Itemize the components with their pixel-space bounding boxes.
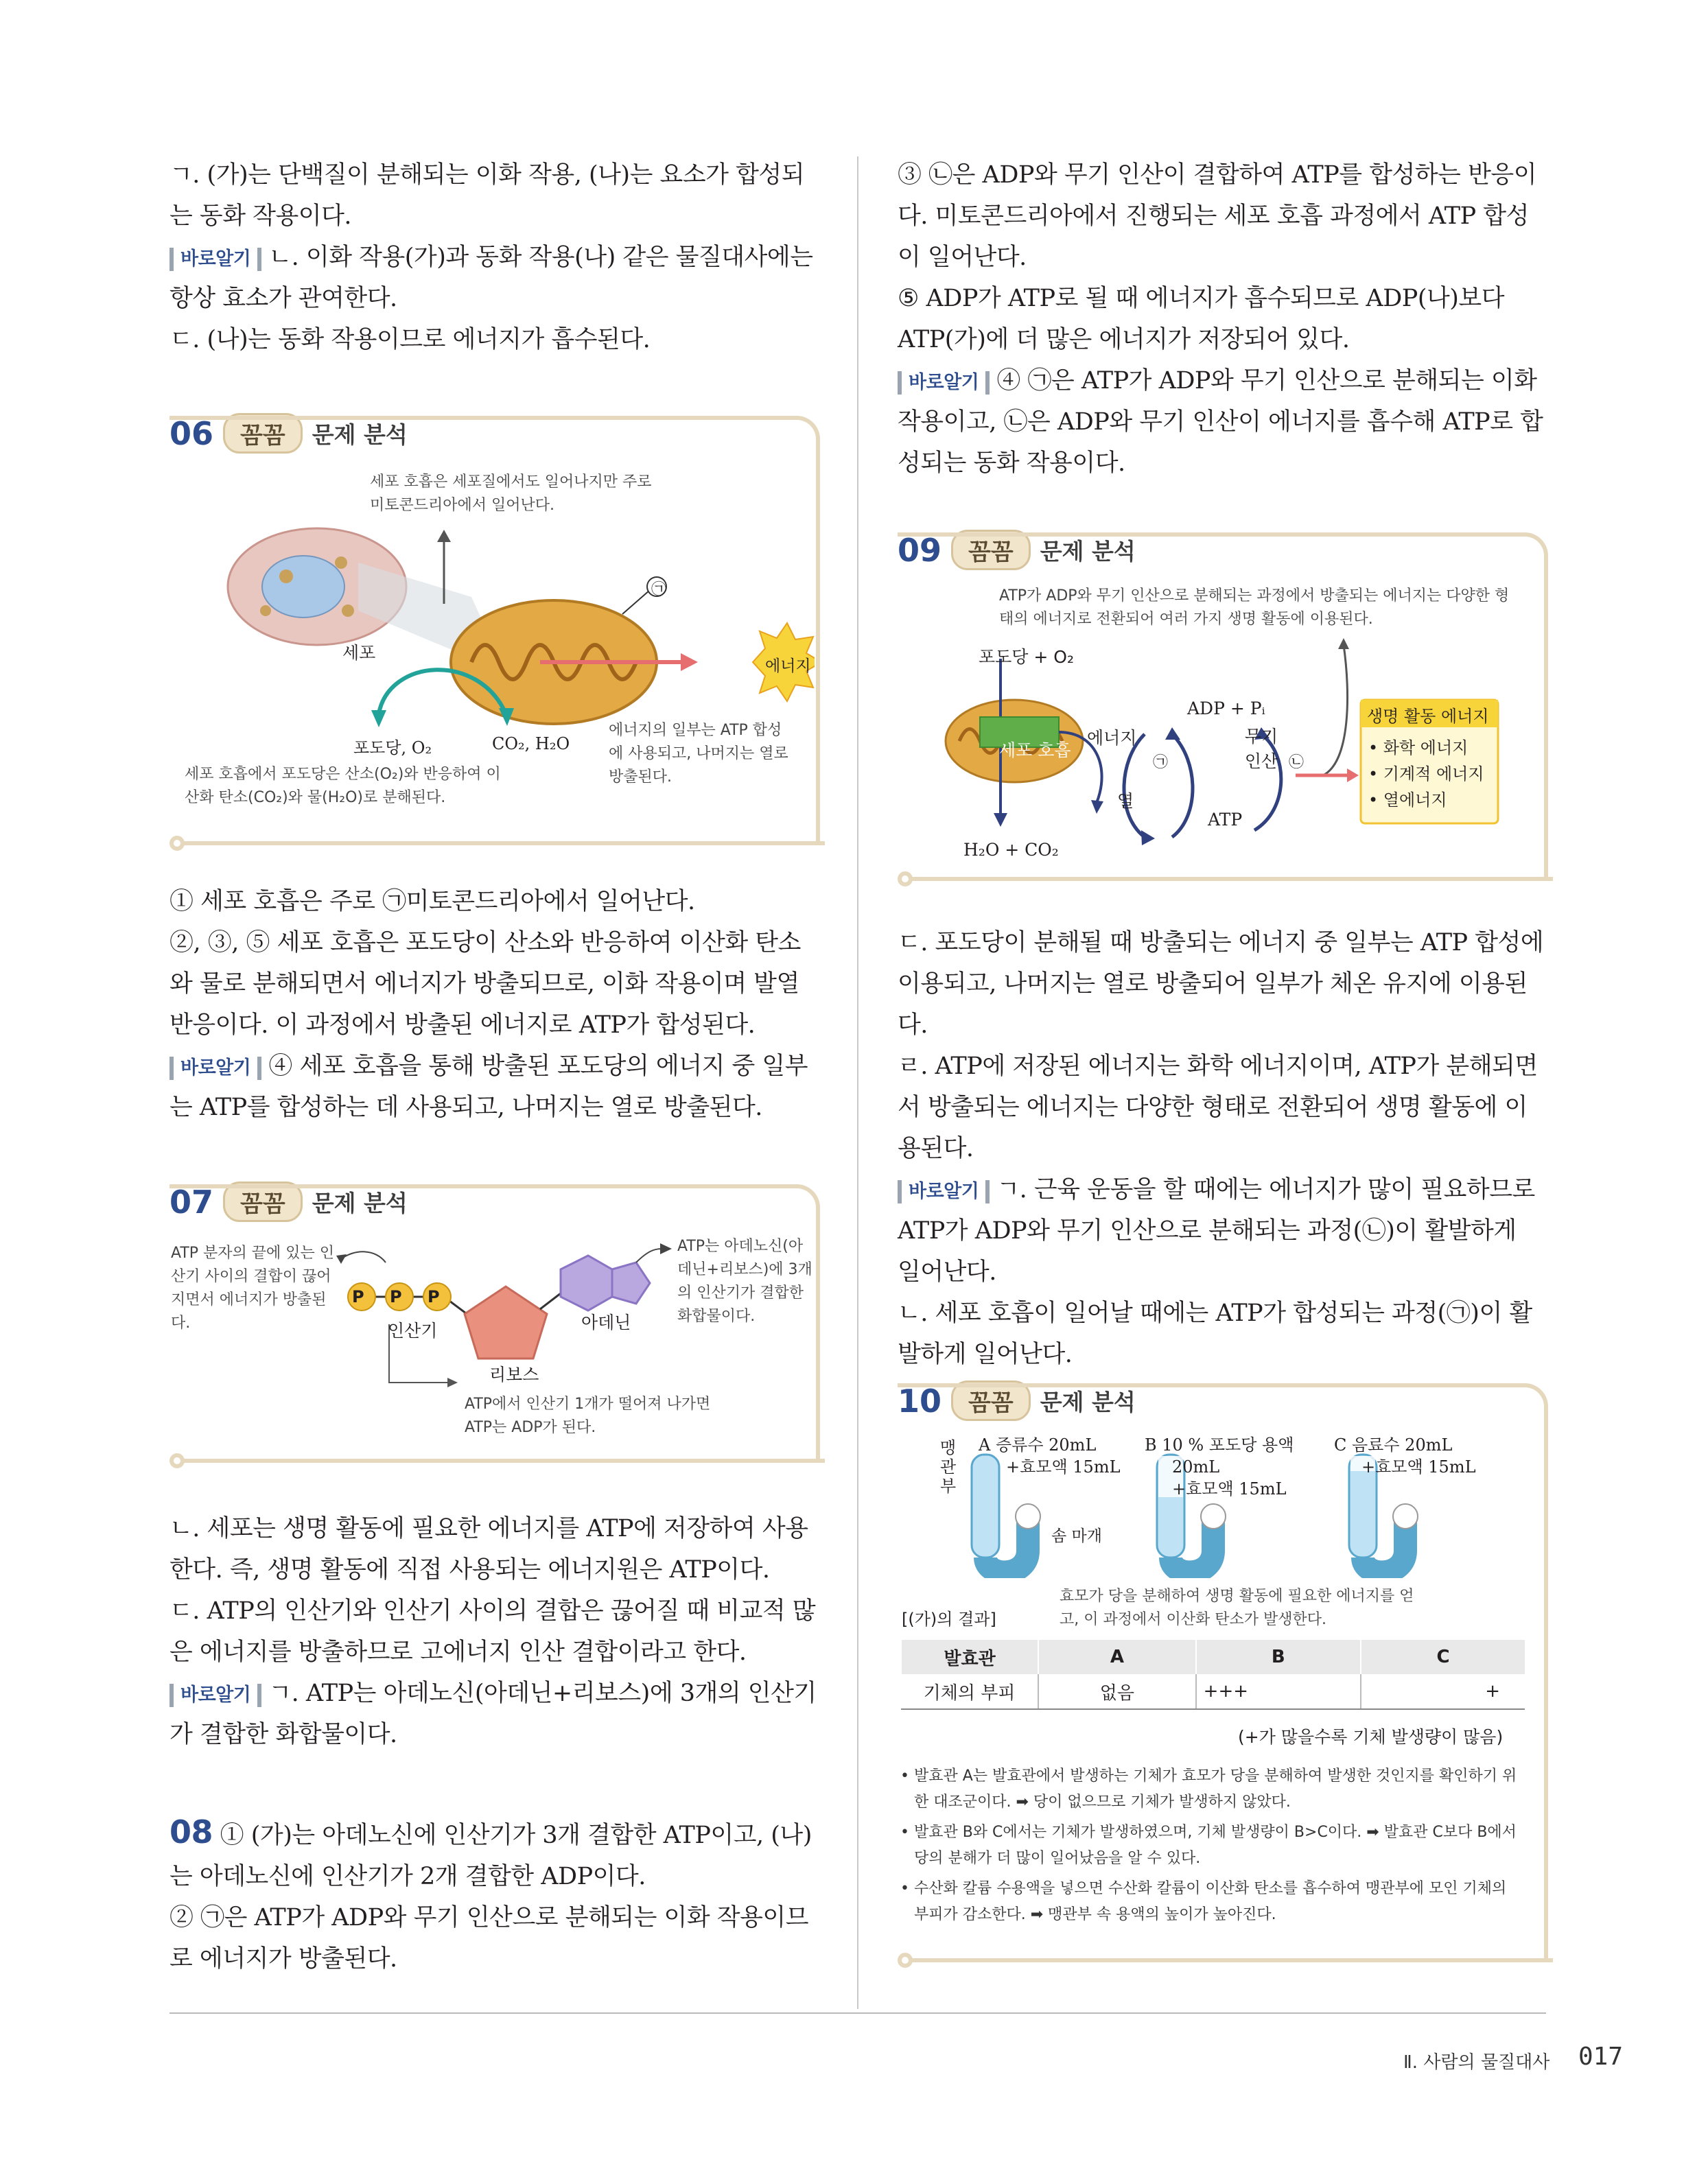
analysis-bullets (900, 1763, 1525, 1932)
box-corner-dot (898, 871, 913, 886)
ribose-pentagon (465, 1286, 547, 1359)
table-row (901, 1674, 1525, 1709)
answer-05-digeut: ㄷ. (나)는 동화 작용이므로 에너지가 흡수된다. (169, 326, 651, 353)
question-number: 06 (169, 414, 214, 452)
answer-08-p3: ③ ㉡은 ADP와 무기 인산이 결합하여 ATP를 합성하는 반응이다. 미토콘드리아에서 진행되는 세포 호흡 과정에서 ATP 합성이 일어난다. (898, 161, 1537, 271)
label-glucose-o2: 포도당 + O₂ (979, 647, 1074, 667)
phosphate-label-3: P (428, 1287, 440, 1306)
answer-05-correction: 바로알기 ㄴ. 이화 작용(가)과 동화 작용(나) 같은 물질대사에는 항상 효소가 관여한다. (169, 244, 813, 312)
label-co2-h2o: CO₂, H₂O (492, 734, 570, 753)
answer-06-correction: 바로알기 ④ 세포 호흡을 통해 방출된 포도당의 에너지 중 일부는 ATP를 합성하는 데 사용되고, 나머지는 열로 방출된다. (169, 1053, 808, 1121)
label-giyeok: ㉠ (1153, 754, 1169, 771)
table-header-row (901, 1640, 1525, 1674)
question-number: 10 (898, 1382, 942, 1420)
correction-tag: 바로알기 (898, 371, 990, 395)
label-respiration: 세포 호흡 (999, 740, 1071, 760)
answer-07-correction: 바로알기 ㄱ. ATP는 아데노신(아데닌+리보스)에 3개의 인산기가 결합한 화합물이다. (169, 1680, 817, 1748)
table-header: A (1038, 1640, 1196, 1674)
table-cell: +++ (1196, 1674, 1361, 1709)
note-right: 에너지의 일부는 ATP 합성에 사용되고, 나머지는 열로 방출된다. (609, 722, 788, 786)
table-cell: + (1361, 1674, 1525, 1709)
note-top: ATP가 ADP와 무기 인산으로 분해되는 과정에서 방출되는 에너지는 다양한 형태의 에너지로 전환되어 여러 가지 생명 활동에 이용된다. (999, 587, 1510, 628)
box-bottom-line (911, 1958, 1553, 1962)
phosphate-label-2: P (390, 1287, 402, 1306)
box-corner-dot (169, 1453, 185, 1468)
list-item: • 발효관 A는 발효관에서 발생하는 기체가 효모가 당을 분해하여 발생한 것인지를 확인하기 위한 대조군이다. ➡ 당이 없으므로 기체가 발생하지 않았다. (900, 1767, 1517, 1811)
table-row-label: 기체의 부피 (901, 1674, 1038, 1709)
life-energy-title: 생명 활동 에너지 (1367, 707, 1489, 726)
kkomkkom-badge: 꼼꼼 (223, 1182, 303, 1222)
list-item: • 수산화 칼륨 수용액을 넣으면 수산화 칼륨이 이산화 탄소를 흡수하여 맹관부에 모인 기체의 부피가 감소한다. ➡ 맹관부 속 용액의 높이가 높아진다. (900, 1880, 1507, 1923)
answer-07-nieun: ㄴ. 세포는 생명 활동에 필요한 에너지를 ATP에 저장하여 사용한다. 즉, 생명 활동에 직접 사용되는 에너지원은 ATP이다. (169, 1515, 808, 1584)
phosphate-label-1: P (352, 1287, 364, 1306)
answer-08-continued (898, 154, 1546, 484)
analysis-title: 문제 분석 (1040, 1389, 1136, 1415)
footer-rule (169, 2012, 1546, 2014)
kkomkkom-badge: 꼼꼼 (223, 413, 303, 454)
kkomkkom-badge: 꼼꼼 (951, 1380, 1031, 1421)
correction-tag: 바로알기 (169, 248, 261, 271)
box-corner-dot (169, 836, 185, 851)
answer-09-nieun: ㄴ. 세포 호흡이 일어날 때에는 ATP가 합성되는 과정(㉠)이 활발하게 일어난다. (898, 1300, 1532, 1368)
answer-09-correction: 바로알기 ㄱ. 근육 운동을 할 때에는 에너지가 많이 필요하므로 ATP가 ADP와 무기 인산으로 분해되는 과정(㉡)이 활발하게 일어난다. (898, 1176, 1535, 1286)
question-number: 09 (898, 531, 942, 569)
answer-08-p2: ② ㉠은 ATP가 ADP와 무기 인산으로 분해되는 이화 작용이므로 에너지가 방출된다. (169, 1904, 809, 1973)
table-header: B (1196, 1640, 1361, 1674)
life-energy-item: • 기계적 에너지 (1368, 764, 1484, 784)
label-nieun: ㉡ (1289, 754, 1305, 771)
answer-08-p1: 08 ① (가)는 아데노신에 인산기가 3개 결합한 ATP이고, (나)는 아데노신에 인산기가 2개 결합한 ADP이다. (169, 1813, 812, 1890)
question-number: 08 (169, 1813, 213, 1850)
note-yeast: 효모가 당을 분해하여 생명 활동에 필요한 에너지를 얻고, 이 과정에서 이산화 탄소가 발생한다. (1060, 1588, 1414, 1628)
note-bottom: ATP에서 인산기 1개가 떨어져 나가면 ATP는 ADP가 된다. (465, 1396, 711, 1436)
label-adenine: 아데닌 (581, 1313, 631, 1332)
table-legend: (+가 많을수록 기체 발생량이 많음) (1238, 1727, 1504, 1747)
analysis-title: 문제 분석 (312, 421, 408, 448)
list-item: • 발효관 B와 C에서는 기체가 발생하였으며, 기체 발생량이 B>C이다. ➡ 발효관 C보다 B에서 당의 분해가 더 많이 일어났음을 알 수 있다. (900, 1824, 1517, 1867)
result-title: [(가)의 결과] (902, 1610, 996, 1629)
answer-08-p5: ⑤ ADP가 ATP로 될 때 에너지가 흡수되므로 ADP(나)보다 ATP(가)에 더 많은 에너지가 저장되어 있다. (898, 285, 1505, 353)
box-bottom-line (183, 1459, 825, 1463)
label-heat: 열 (1117, 791, 1134, 811)
box-bottom-line (183, 841, 825, 845)
label-phosphate-group: 인산기 (388, 1321, 438, 1341)
tube-a-label: A 증류수 20mL +효모액 15mL (979, 1435, 1121, 1477)
label-blind-tube: 맹관부 (940, 1438, 957, 1496)
life-energy-item: • 열에너지 (1368, 790, 1447, 810)
table-cell: 없음 (1038, 1674, 1196, 1709)
kkomkkom-badge: 꼼꼼 (951, 530, 1031, 570)
correction-tag: 바로알기 (169, 1057, 261, 1080)
question-number: 07 (169, 1183, 214, 1221)
table-header: C (1361, 1640, 1525, 1674)
tube-b-label: B 10 % 포도당 용액 20mL +효모액 15mL (1145, 1435, 1294, 1499)
label-giyeok: ㉠ (651, 581, 667, 598)
note-left: ATP 분자의 끝에 있는 인산기 사이의 결합이 끊어지면서 에너지가 방출된다. (171, 1245, 335, 1332)
box-corner-dot (898, 1953, 913, 1968)
label-ribose: 리보스 (489, 1365, 539, 1385)
analysis-title: 문제 분석 (1040, 538, 1136, 565)
answer-09-rieul: ㄹ. ATP에 저장된 에너지는 화학 에너지이며, ATP가 분해되면서 방출되는 에너지는 다양한 형태로 전환되어 생명 활동에 이용된다. (898, 1053, 1538, 1162)
table-header: 발효관 (901, 1640, 1038, 1674)
label-adp-pi: ADP + Pᵢ (1187, 698, 1265, 718)
label-inorganic-phosphate: 무기 인산 (1244, 727, 1278, 771)
footer-section-title: Ⅱ. 사람의 물질대사 (1403, 2052, 1550, 2073)
note-left: 세포 호흡에서 포도당은 산소(O₂)와 반응하여 이산화 탄소(CO₂)와 물(H₂O)로 분해된다. (185, 766, 501, 806)
answer-06-p2: ②, ③, ⑤ 세포 호흡은 포도당이 산소와 반응하여 이산화 탄소와 물로 분해되면서 에너지가 방출되므로, 이화 작용이며 발열 반응이다. 이 과정에서 방출된 에너지로 ATP가 합성된다. (169, 929, 801, 1039)
life-energy-item: • 화학 에너지 (1368, 738, 1469, 757)
label-glucose-o2: 포도당, O₂ (353, 738, 432, 757)
answer-05-giyeok: ㄱ. (가)는 단백질이 분해되는 이화 작용, (나)는 요소가 합성되는 동화 작용이다. (169, 161, 805, 230)
analysis-title: 문제 분석 (312, 1190, 408, 1217)
tube-c-label: C 음료수 20mL +효모액 15mL (1334, 1435, 1476, 1477)
correction-tag: 바로알기 (169, 1684, 261, 1707)
note-top: 세포 호흡은 세포질에서도 일어나지만 주로 미토콘드리아에서 일어난다. (370, 473, 652, 514)
answer-09-paragraph (898, 922, 1546, 1375)
box-bottom-line (911, 877, 1553, 881)
label-products: H₂O + CO₂ (963, 840, 1059, 860)
label-energy: 에너지 (765, 657, 811, 675)
answer-08-paragraph (169, 1811, 818, 1979)
correction-tag: 바로알기 (898, 1180, 990, 1203)
result-table (900, 1640, 1525, 1710)
answer-05-paragraph (169, 154, 818, 360)
label-atp: ATP (1208, 810, 1243, 830)
page-number: 017 (1578, 2043, 1624, 2071)
adenine-hexagon (561, 1256, 612, 1311)
answer-08-correction: 바로알기 ④ ㉠은 ATP가 ADP와 무기 인산으로 분해되는 이화 작용이고, ㉡은 ADP와 무기 인산이 에너지를 흡수해 ATP로 합성되는 동화 작용이다. (898, 367, 1543, 477)
answer-07-digeut: ㄷ. ATP의 인산기와 인산기 사이의 결합은 끊어질 때 비교적 많은 에너지를 방출하므로 고에너지 인산 결합이라고 한다. (169, 1597, 816, 1666)
column-divider (857, 156, 858, 2009)
label-cell: 세포 (342, 643, 376, 663)
answer-09-digeut: ㄷ. 포도당이 분해될 때 방출되는 에너지 중 일부는 ATP 합성에 이용되고, 나머지는 열로 방출되어 일부가 체온 유지에 이용된다. (898, 929, 1544, 1039)
label-cotton-stopper: 솜 마개 (1051, 1527, 1102, 1545)
label-energy: 에너지 (1087, 728, 1137, 748)
answer-07-paragraph (169, 1508, 818, 1755)
answer-06-p1: ① 세포 호흡은 주로 ㉠미토콘드리아에서 일어난다. (169, 888, 695, 915)
note-right: ATP는 아데노신(아데닌+리보스)에 3개의 인산기가 결합한 화합물이다. (677, 1238, 812, 1325)
answer-06-paragraph (169, 881, 818, 1128)
